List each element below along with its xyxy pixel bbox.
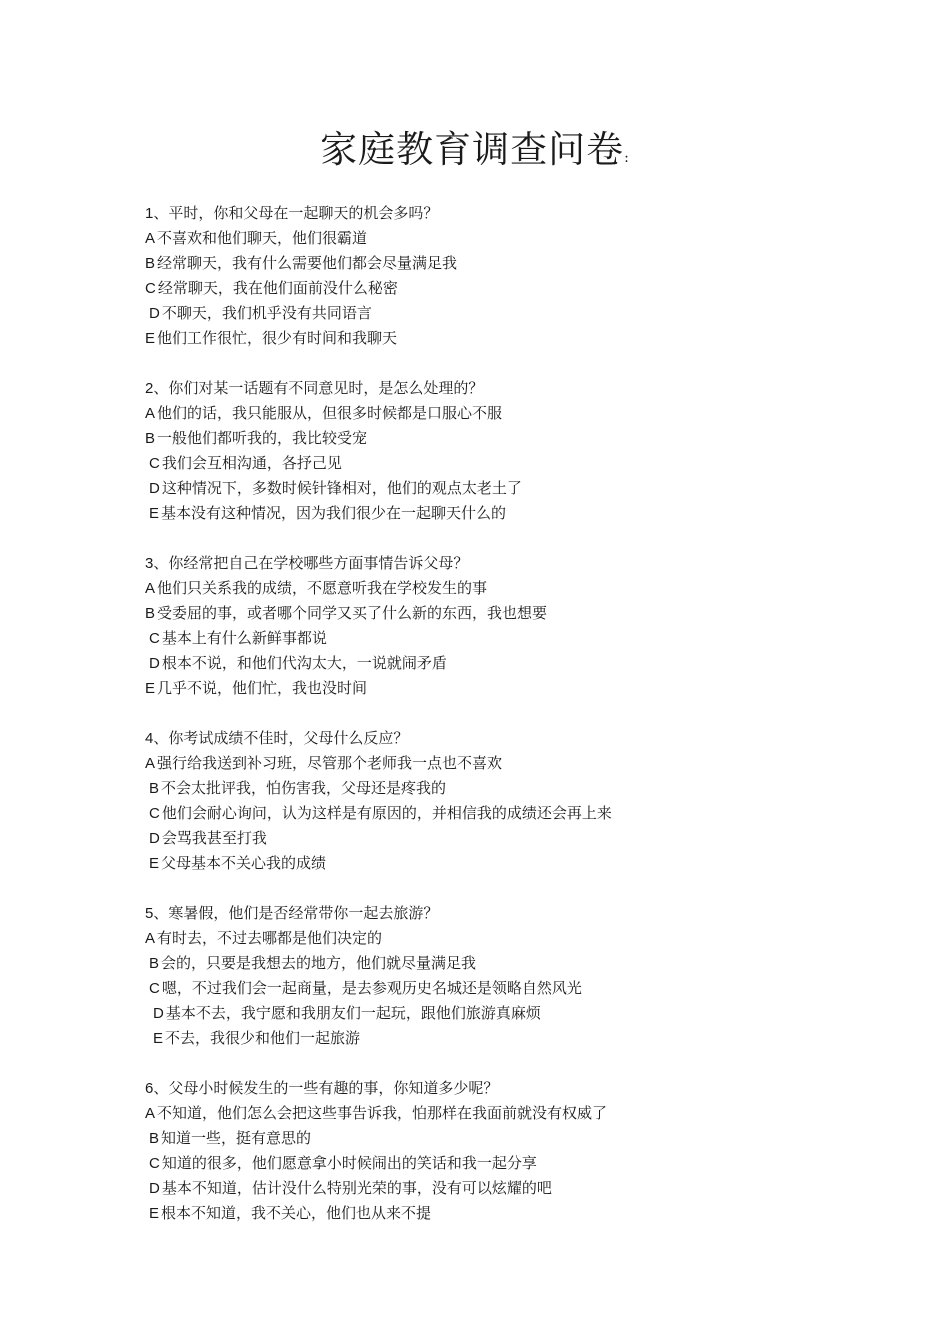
- option-text: 他们会耐心询问，认为这样是有原因的，并相信我的成绩还会再上来: [161, 804, 612, 822]
- option-text: 不会太批评我，怕伤害我，父母还是疼我的: [161, 779, 447, 797]
- option-letter: E: [149, 505, 160, 522]
- question-number: 4、: [145, 730, 169, 747]
- answer-option: [145, 826, 865, 851]
- option-text: 经常聊天，我有什么需要他们都会尽量满足我: [157, 254, 458, 272]
- question-label: 你经常把自己在学校哪些方面事情告诉父母？: [168, 554, 469, 572]
- answer-option: [145, 1026, 865, 1051]
- answer-option: [145, 651, 865, 676]
- option-text: 一般他们都听我的，我比较受宠: [157, 429, 368, 447]
- answer-option: [145, 251, 865, 276]
- question-list: [145, 201, 865, 1251]
- question-label: 你们对某一话题有不同意见时，是怎么处理的？: [168, 379, 484, 397]
- answer-option: [145, 1126, 865, 1151]
- option-letter: A: [145, 930, 156, 947]
- question-block: [145, 551, 865, 701]
- answer-option: [145, 276, 865, 301]
- answer-option: [145, 401, 865, 426]
- question-block: [145, 201, 865, 351]
- option-letter: D: [149, 480, 160, 497]
- question-number: 1、: [145, 205, 169, 222]
- answer-option: [145, 626, 865, 651]
- option-text: 基本没有这种情况，因为我们很少在一起聊天什么的: [161, 504, 507, 522]
- answer-option: [145, 1101, 865, 1126]
- option-letter: D: [149, 830, 160, 847]
- answer-option: [145, 1201, 865, 1226]
- option-text: 他们工作很忙，很少有时间和我聊天: [157, 329, 398, 347]
- title-text: 家庭教育调查问卷: [320, 128, 625, 171]
- answer-option: [145, 451, 865, 476]
- answer-option: [145, 751, 865, 776]
- answer-option: [145, 851, 865, 876]
- answer-option: [145, 326, 865, 351]
- option-text: 他们只关系我的成绩，不愿意听我在学校发生的事: [157, 579, 488, 597]
- answer-option: [145, 226, 865, 251]
- title-suffix: :: [624, 150, 630, 166]
- page-title: [0, 128, 950, 180]
- answer-option: [145, 576, 865, 601]
- option-letter: D: [149, 1180, 160, 1197]
- question-block: [145, 1076, 865, 1226]
- option-text: 几乎不说，他们忙，我也没时间: [157, 679, 368, 697]
- option-letter: A: [145, 230, 156, 247]
- option-letter: B: [145, 255, 156, 272]
- answer-option: [145, 976, 865, 1001]
- answer-option: [145, 601, 865, 626]
- option-text: 会的，只要是我想去的地方，他们就尽量满足我: [161, 954, 477, 972]
- option-text: 不知道，他们怎么会把这些事告诉我，怕那样在我面前就没有权威了: [157, 1104, 608, 1122]
- option-text: 父母基本不关心我的成绩: [161, 854, 327, 872]
- option-text: 基本不去，我宁愿和我朋友们一起玩，跟他们旅游真麻烦: [165, 1004, 541, 1022]
- answer-option: [145, 501, 865, 526]
- option-text: 不喜欢和他们聊天，他们很霸道: [157, 229, 368, 247]
- answer-option: [145, 676, 865, 701]
- option-letter: A: [145, 580, 156, 597]
- answer-option: [145, 1176, 865, 1201]
- option-letter: D: [149, 305, 160, 322]
- question-text: [145, 551, 865, 576]
- option-letter: E: [145, 330, 156, 347]
- option-letter: C: [149, 805, 160, 822]
- answer-option: [145, 951, 865, 976]
- answer-option: [145, 926, 865, 951]
- option-letter: C: [149, 980, 160, 997]
- option-letter: B: [149, 1130, 160, 1147]
- option-text: 知道的很多，他们愿意拿小时候闹出的笑话和我一起分享: [161, 1154, 537, 1172]
- question-label: 父母小时候发生的一些有趣的事，你知道多少呢？: [168, 1079, 499, 1097]
- question-number: 5、: [145, 905, 169, 922]
- question-text: [145, 901, 865, 926]
- option-letter: A: [145, 755, 156, 772]
- option-letter: B: [149, 780, 160, 797]
- option-text: 知道一些，挺有意思的: [161, 1129, 312, 1147]
- question-text: [145, 376, 865, 401]
- answer-option: [145, 301, 865, 326]
- answer-option: [145, 1001, 865, 1026]
- option-letter: C: [149, 455, 160, 472]
- question-number: 2、: [145, 380, 169, 397]
- question-block: [145, 376, 865, 526]
- question-text: [145, 1076, 865, 1101]
- option-letter: B: [145, 605, 156, 622]
- answer-option: [145, 776, 865, 801]
- question-block: [145, 726, 865, 876]
- option-text: 有时去，不过去哪都是他们决定的: [157, 929, 383, 947]
- option-letter: C: [145, 280, 156, 297]
- option-letter: C: [149, 1155, 160, 1172]
- answer-option: [145, 1151, 865, 1176]
- option-letter: E: [149, 1205, 160, 1222]
- option-text: 基本上有什么新鲜事都说: [161, 629, 327, 647]
- option-text: 根本不说，和他们代沟太大，一说就闹矛盾: [161, 654, 447, 672]
- option-text: 他们的话，我只能服从，但很多时候都是口服心不服: [157, 404, 503, 422]
- question-text: [145, 726, 865, 751]
- option-letter: D: [149, 655, 160, 672]
- option-text: 根本不知道，我不关心，他们也从来不提: [161, 1204, 432, 1222]
- option-text: 基本不知道，估计没什么特别光荣的事，没有可以炫耀的吧: [161, 1179, 552, 1197]
- option-text: 这种情况下，多数时候针锋相对，他们的观点太老土了: [161, 479, 522, 497]
- question-text: [145, 201, 865, 226]
- question-number: 3、: [145, 555, 169, 572]
- answer-option: [145, 426, 865, 451]
- answer-option: [145, 476, 865, 501]
- option-letter: A: [145, 1105, 156, 1122]
- question-number: 6、: [145, 1080, 169, 1097]
- option-text: 我们会互相沟通，各抒己见: [161, 454, 342, 472]
- option-letter: E: [149, 855, 160, 872]
- option-letter: E: [145, 680, 156, 697]
- option-letter: D: [153, 1005, 164, 1022]
- option-letter: C: [149, 630, 160, 647]
- question-label: 你考试成绩不佳时，父母什么反应？: [168, 729, 409, 747]
- question-label: 寒暑假，他们是否经常带你一起去旅游？: [168, 904, 439, 922]
- option-text: 不去，我很少和他们一起旅游: [165, 1029, 361, 1047]
- option-text: 受委屈的事，或者哪个同学又买了什么新的东西，我也想要: [157, 604, 548, 622]
- option-text: 不聊天，我们机乎没有共同语言: [161, 304, 372, 322]
- answer-option: [145, 801, 865, 826]
- option-text: 会骂我甚至打我: [161, 829, 267, 847]
- question-block: [145, 901, 865, 1051]
- option-letter: B: [145, 430, 156, 447]
- option-letter: B: [149, 955, 160, 972]
- option-text: 经常聊天，我在他们面前没什么秘密: [157, 279, 398, 297]
- question-label: 平时，你和父母在一起聊天的机会多吗？: [168, 204, 439, 222]
- option-text: 强行给我送到补习班，尽管那个老师我一点也不喜欢: [157, 754, 503, 772]
- option-letter: E: [153, 1030, 164, 1047]
- option-letter: A: [145, 405, 156, 422]
- option-text: 嗯，不过我们会一起商量，是去参观历史名城还是领略自然风光: [161, 979, 582, 997]
